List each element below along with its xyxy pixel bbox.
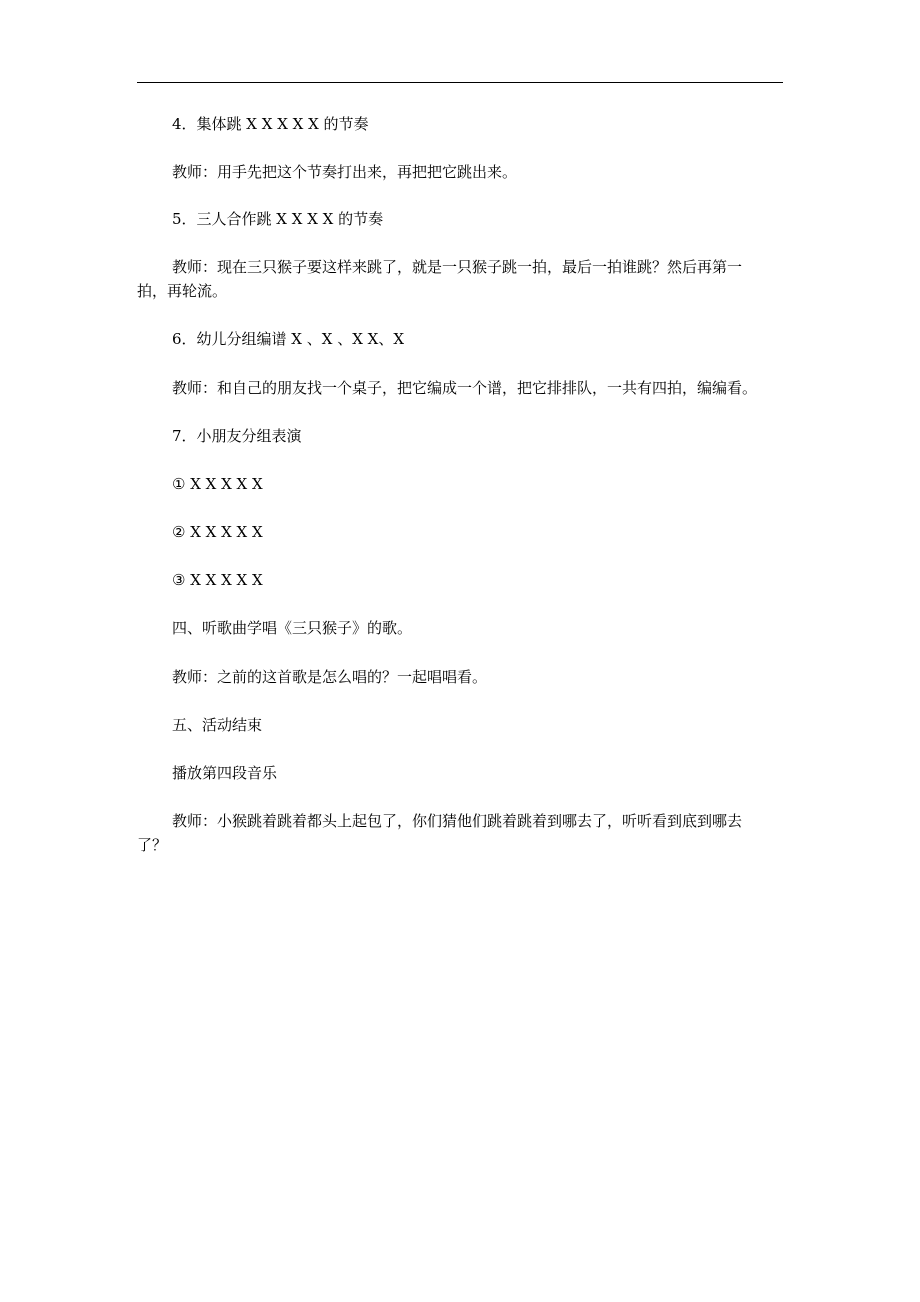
step-6-heading: 6．幼儿分组编谱 X 、X 、X X、X: [172, 330, 405, 348]
rhythm-row-3: ③ X X X X X: [172, 571, 263, 589]
teacher-line-section-5-part-2: 了？: [137, 836, 168, 854]
rhythm-row-1: ① X X X X X: [172, 475, 263, 493]
rhythm-row-2: ② X X X X X: [172, 523, 263, 541]
header-rule: [137, 82, 783, 83]
teacher-line-section-5-part-1: 教师：小猴跳着跳着都头上起包了，你们猜他们跳着跳着到哪去了，听听看到底到哪去: [172, 812, 743, 830]
section-5-heading: 五、活动结束: [172, 716, 263, 734]
teacher-line-step-5-part-1: 教师：现在三只猴子要这样来跳了，就是一只猴子跳一拍，最后一拍谁跳？然后再第一: [172, 258, 743, 276]
teacher-line-step-5-part-2: 拍，再轮流。: [137, 282, 228, 300]
teacher-line-step-6: 教师：和自己的朋友找一个桌子，把它编成一个谱，把它排排队，一共有四拍，编编看。: [172, 379, 758, 397]
teacher-line-section-4: 教师：之前的这首歌是怎么唱的？一起唱唱看。: [172, 668, 488, 686]
teacher-line-section-5: [137, 809, 783, 857]
step-4-heading: 4．集体跳 X X X X X 的节奏: [172, 115, 369, 133]
section-4-heading: 四、听歌曲学唱《三只猴子》的歌。: [172, 619, 413, 637]
step-7-heading: 7．小朋友分组表演: [172, 427, 302, 445]
step-5-heading: 5．三人合作跳 X X X X 的节奏: [172, 210, 384, 228]
play-music-line: 播放第四段音乐: [172, 764, 278, 782]
teacher-line-step-4: 教师：用手先把这个节奏打出来，再把把它跳出来。: [172, 163, 518, 181]
teacher-line-step-5: [137, 255, 783, 303]
